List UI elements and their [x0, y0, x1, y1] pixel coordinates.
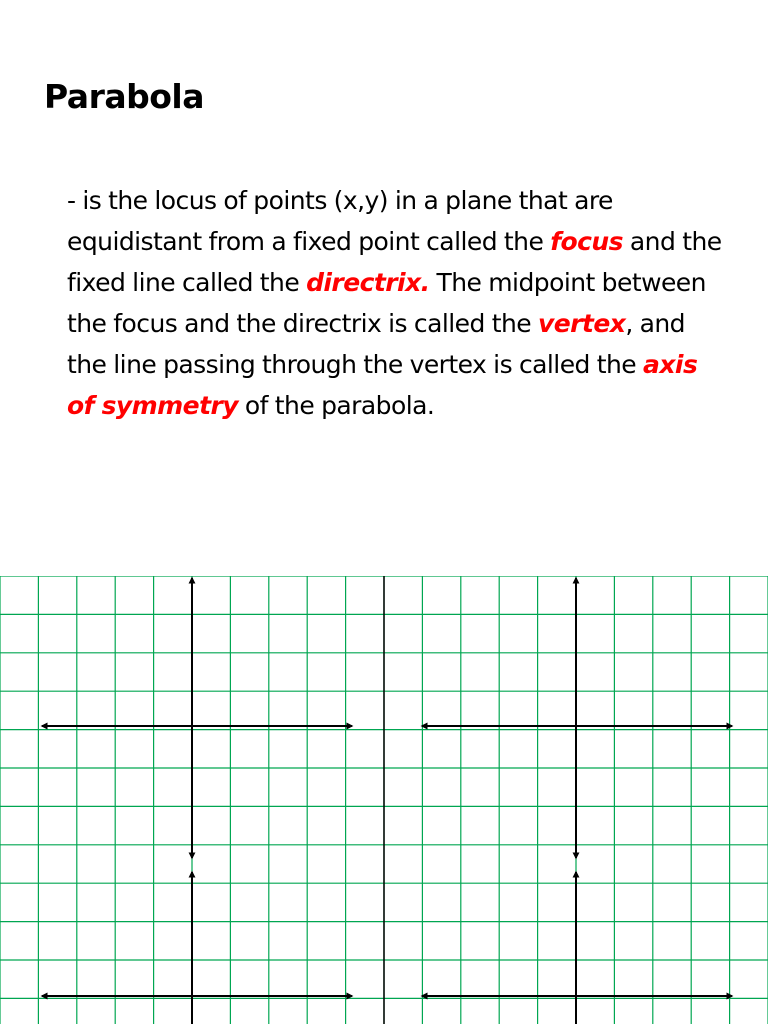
- term-focus: focus: [550, 227, 624, 256]
- graph-paper: [0, 576, 768, 1024]
- term-axis-of-symmetry: axis of symmetry: [67, 350, 698, 420]
- definition-text: [67, 180, 727, 426]
- coordinate-axes: [42, 578, 732, 1024]
- term-vertex: vertex: [537, 309, 626, 338]
- definition-part-3: The midpoint between the focus and the directrix is called the: [67, 268, 706, 338]
- definition-part-4: , and the line passing through the vertex is called the: [67, 309, 685, 379]
- term-directrix: directrix.: [306, 268, 430, 297]
- definition-part-1: - is the locus of points (x,y) in a plane that are equidistant from a fixed point called the: [67, 186, 613, 256]
- slide-title: Parabola: [44, 77, 204, 116]
- definition-part-5: of the parabola.: [238, 391, 435, 420]
- definition-part-2: and the fixed line called the: [67, 227, 722, 297]
